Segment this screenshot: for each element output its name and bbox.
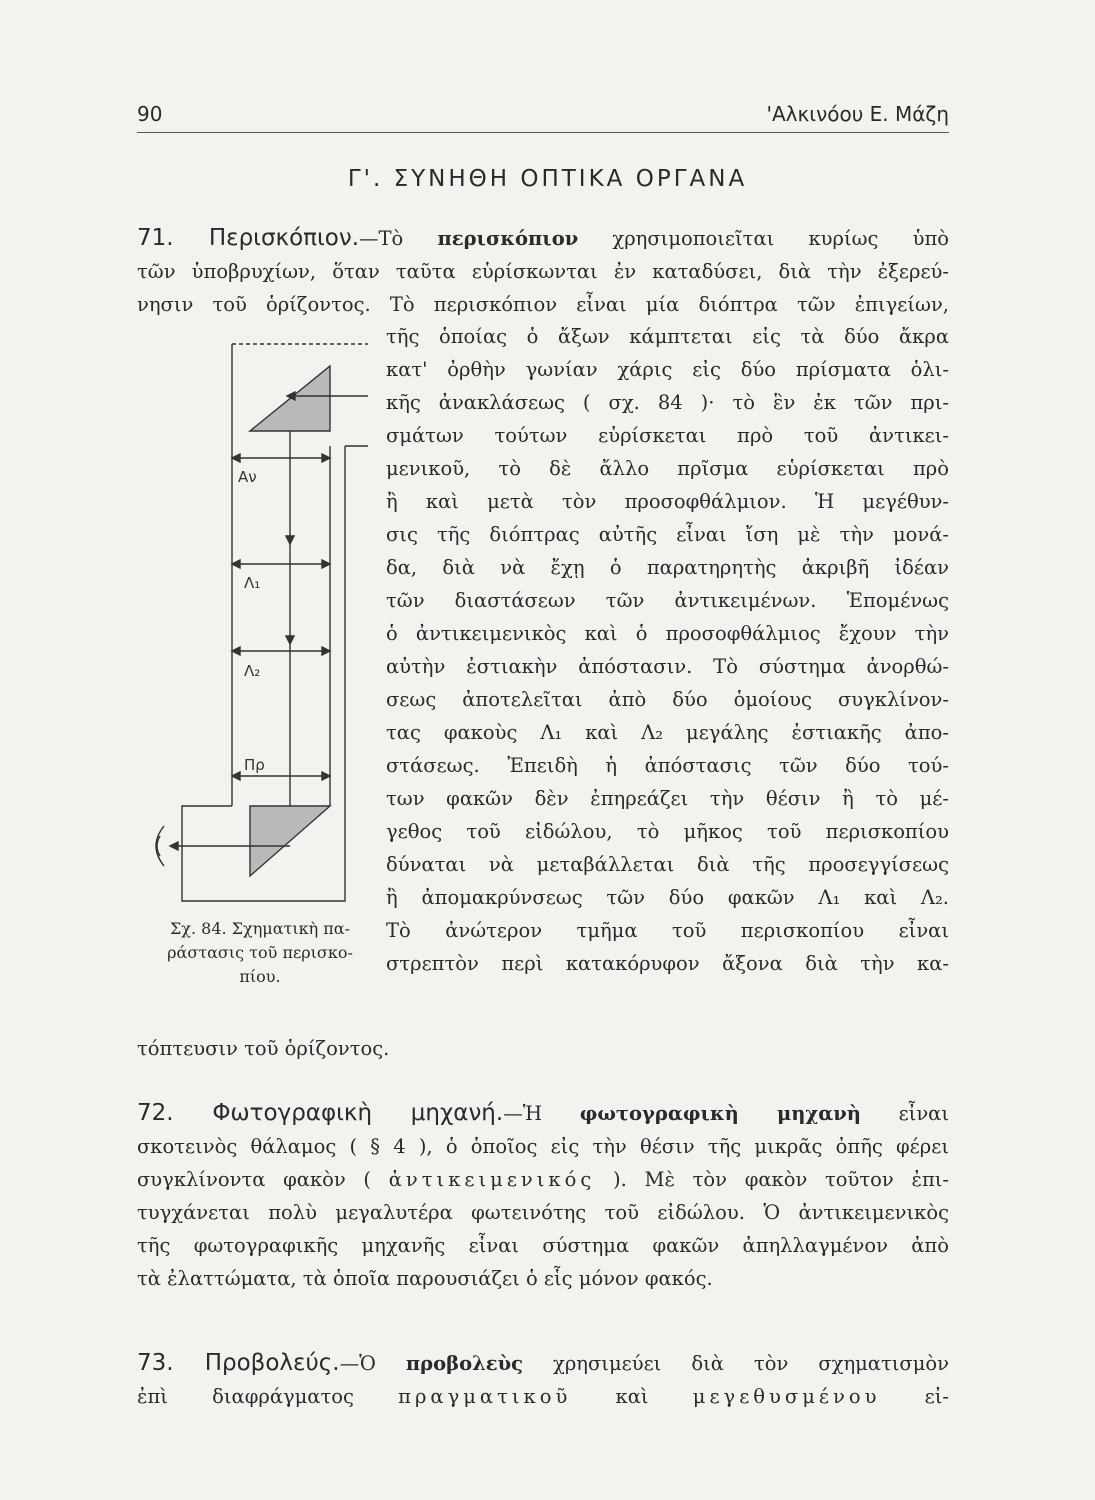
section-72-line-1: 72. Φωτογραφικὴ μηχανή.—Ἡ φωτογραφικὴ μηχανὴ εἶναι	[137, 1100, 949, 1126]
text-line: τόπτευσιν τοῦ ὁρίζοντος.	[137, 1037, 390, 1060]
running-header	[137, 98, 949, 133]
text-line: ἢ ἀπομακρύνσεως τῶν δύο φακῶν Λ₁ καὶ Λ₂.	[386, 886, 949, 909]
section-title: Γ'. ΣΥΝΗΘΗ ΟΠΤΙΚΑ ΟΡΓΑΝΑ	[347, 166, 748, 192]
section-71-line-1: 71. Περισκόπιον.—Τὸ περισκόπιον χρησιμοποιεῖται κυρίως ὑπὸ	[137, 225, 949, 251]
text-line: τῆς φωτογραφικῆς μηχανῆς εἶναι σύστημα φακῶν ἀπηλλαγμένον ἀπὸ	[137, 1234, 949, 1257]
text-line: στρεπτὸν περὶ κατακόρυφον ἄξονα διὰ τὴν κα-	[386, 952, 949, 975]
text-line: σμάτων τούτων εὑρίσκεται πρὸ τοῦ ἀντικει-	[386, 424, 949, 447]
text-line: σκοτεινὸς θάλαμος ( § 4 ), ὁ ὁποῖος εἰς τὴν θέσιν τῆς μικρᾶς ὀπῆς φέρει	[137, 1135, 949, 1158]
text-line: στάσεως. Ἐπειδὴ ἡ ἀπόστασις τῶν δύο τού-	[386, 754, 949, 777]
section-73	[137, 1347, 949, 1413]
lower-prism	[250, 806, 330, 876]
section-73-line-1: 73. Προβολεύς.—Ὁ προβολεὺς χρησιμεύει διὰ τὸν σχηματισμὸν	[137, 1350, 949, 1376]
label-objective: Αν	[238, 468, 257, 486]
text-line: τῆς ὁποίας ὁ ἄξων κάμπτεται εἰς τὰ δύο ἄκρα	[386, 325, 949, 348]
section-72	[137, 1097, 949, 1295]
caption-line-2: ράστασις τοῦ περισκο-	[167, 943, 353, 962]
text-line: κατ' ὀρθὴν γωνίαν χάρις εἰς δύο πρίσματα ὁλι-	[386, 358, 949, 381]
text-line: δα, διὰ νὰ ἔχῃ ὁ παρατηρητὴς ἀκριβῆ ἰδέαν	[386, 556, 949, 579]
figure-caption	[140, 917, 380, 989]
text-line: ἐπὶ διαφράγματος πραγματικοῦ καὶ μεγεθυσμένου εἰ-	[137, 1385, 949, 1408]
section-71-line-2: τῶν ὑποβρυχίων, ὅταν ταῦτα εὑρίσκωνται ἐν καταδύσει, διὰ τὴν ἐξερεύ-	[137, 260, 949, 283]
section-71-intro	[137, 222, 949, 321]
label-lens-2: Λ₂	[244, 662, 261, 680]
section-71-term: περισκόπιον	[437, 227, 579, 250]
caption-line-3: πίου.	[239, 967, 281, 986]
author-name: 'Αλκινόου Ε. Μάζη	[766, 102, 949, 126]
text-line: Τὸ ἀνώτερον τμῆμα τοῦ περισκοπίου εἶναι	[386, 919, 949, 942]
text-line: αὐτὴν ἐστιακὴν ἀπόστασιν. Τὸ σύστημα ἀνορθώ-	[386, 655, 949, 678]
section-71-line-3: νησιν τοῦ ὁρίζοντος. Τὸ περισκόπιον εἶναι μία διόπτρα τῶν ἐπιγείων,	[137, 293, 949, 316]
periscope-diagram	[140, 336, 380, 916]
section-72-term: φωτογραφικὴ μηχανὴ	[579, 1102, 861, 1125]
text-line: συγκλίνοντα φακὸν ( ἀντικειμενικός ). Μὲ τὸν φακὸν τοῦτον ἐπι-	[137, 1168, 949, 1191]
text-line: τυγχάνεται πολὺ μεγαλυτέρα φωτεινότης τοῦ εἰδώλου. Ὁ ἀντικειμενικὸς	[137, 1201, 949, 1224]
section-73-heading: 73. Προβολεύς.	[137, 1350, 340, 1376]
label-lens-1: Λ₁	[244, 574, 261, 592]
caption-line-1: Σχ. 84. Σχηματικὴ πα-	[169, 919, 351, 938]
text-line: τὰ ἐλαττώματα, τὰ ὁποῖα παρουσιάζει ὁ εἷς μόνον φακός.	[137, 1267, 713, 1290]
text-line: των φακῶν δὲν ἐπηρεάζει τὴν θέσιν ἢ τὸ μέ-	[386, 787, 949, 810]
text-line: δύναται νὰ μεταβάλλεται διὰ τῆς προσεγγίσεως	[386, 853, 949, 876]
text-line: ὁ ἀντικειμενικὸς καὶ ὁ προσοφθάλμιος ἔχουν τὴν	[386, 622, 949, 645]
text-line: τῶν διαστάσεων τῶν ἀντικειμένων. Ἑπομένως	[386, 589, 949, 612]
section-71-heading: 71. Περισκόπιον.	[137, 225, 360, 251]
upper-prism	[250, 366, 330, 431]
section-71-end	[137, 1032, 949, 1065]
text-line: σις τῆς διόπτρας αὐτῆς εἶναι ἴση μὲ τὴν μονά-	[386, 523, 949, 546]
label-eyepiece: Πρ	[244, 756, 265, 774]
text-line: ἢ καὶ μετὰ τὸν προσοφθάλμιον. Ἡ μεγέθυν-	[386, 490, 949, 513]
text-line: τας φακοὺς Λ₁ καὶ Λ₂ μεγάλης ἐστιακῆς ἀπο-	[386, 721, 949, 744]
section-71-wrapped-text	[386, 320, 949, 980]
text-line: μενικοῦ, τὸ δὲ ἄλλο πρῖσμα εὑρίσκεται πρὸ	[386, 457, 949, 480]
section-73-term: προβολεὺς	[405, 1352, 524, 1375]
text-line: γεθος τοῦ εἰδώλου, τὸ μῆκος τοῦ περισκοπίου	[386, 820, 949, 843]
section-72-heading: 72. Φωτογραφικὴ μηχανή.	[137, 1100, 504, 1126]
text-line: σεως ἀποτελεῖται ἀπὸ δύο ὁμοίους συγκλίνον-	[386, 688, 949, 711]
text-line: κῆς ἀνακλάσεως ( σχ. 84 )· τὸ ἓν ἐκ τῶν πρι-	[386, 391, 949, 414]
page-number: 90	[137, 102, 163, 126]
section-72-spaced-term: ἀντικειμενικός	[388, 1168, 596, 1191]
